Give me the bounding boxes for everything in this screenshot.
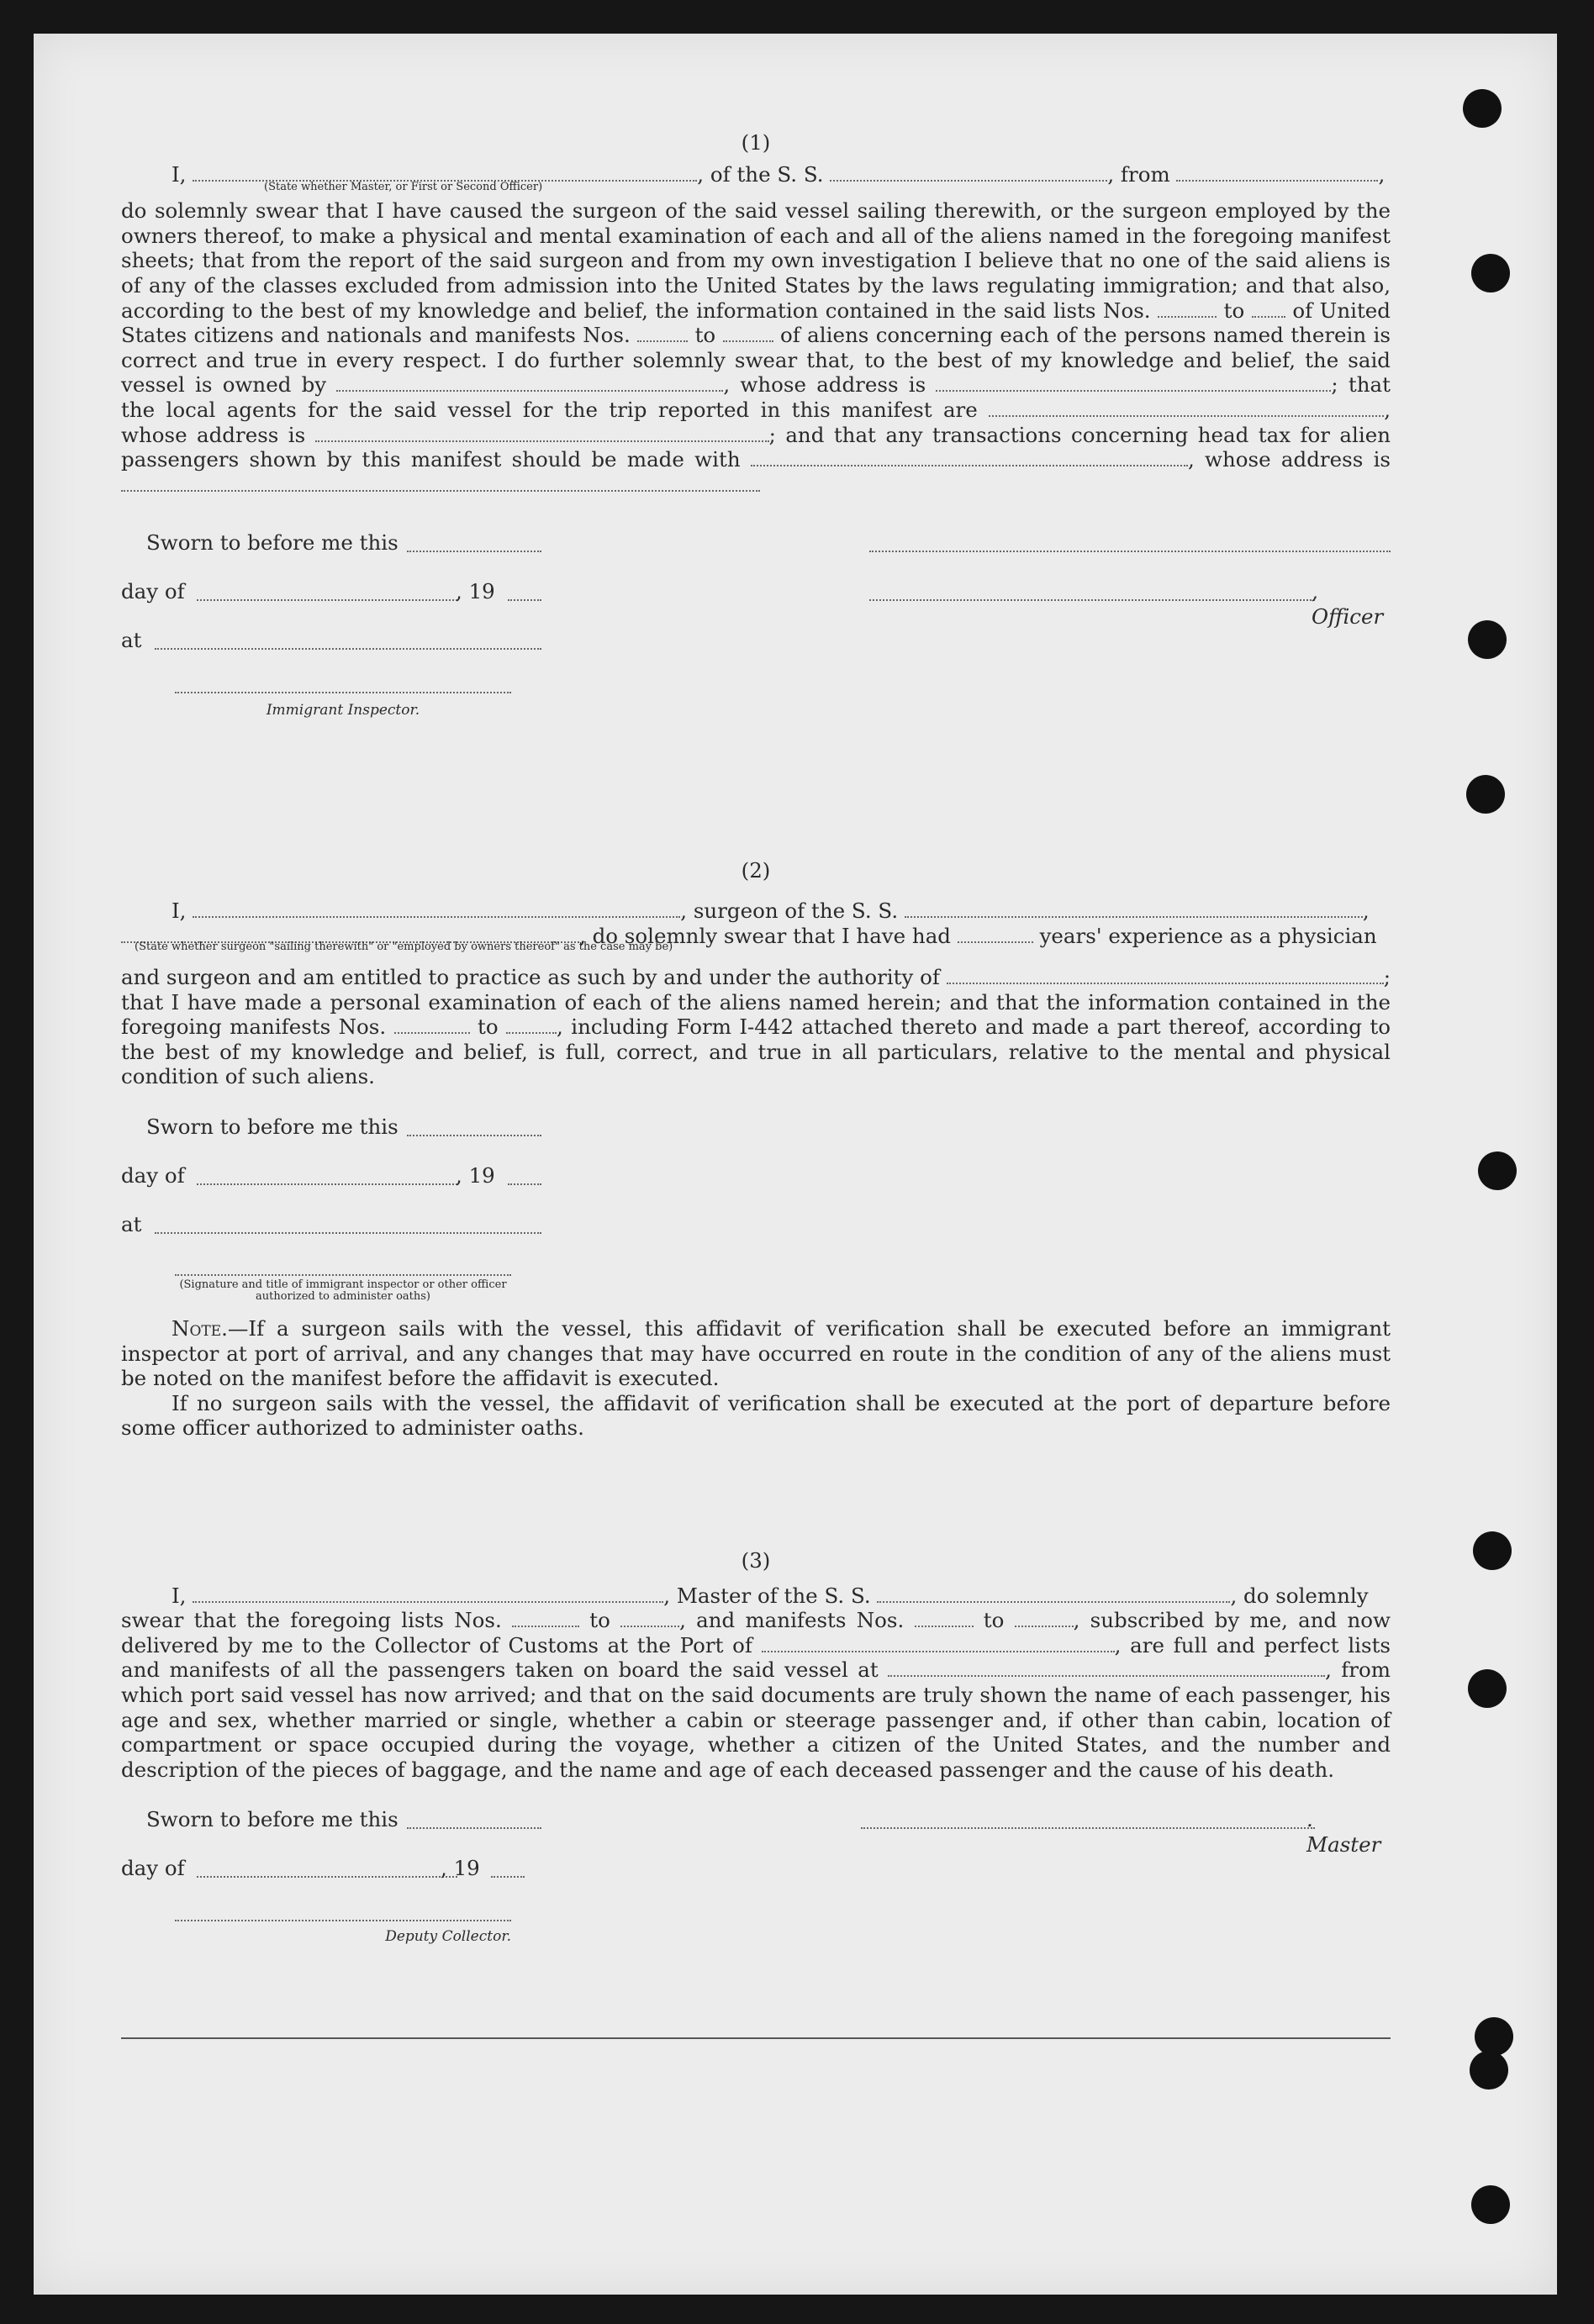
- affidavit-text: (1) I, , of the S. S. , from , (State whether Master, or First or Second Officer) do solemnly swear that I have caused the surgeon of the said vessel sailing therewith, or the surgeon employed by the owners thereof, to make a physical and mental examination of each and all of the aliens named in the foregoing manifest sheets; that from the report of the said surgeon and from my own investigation I believe that no one of the said aliens is of any of the classes excluded from admission into the United States by the laws regulating immigration; and that also, according to the best of my knowledge and belief, the information contained in the said lists Nos. to of United States citizens and nationals and manifests Nos. to of aliens concerning each of the persons named therein is correct and true in every respect. I do further solemnly swear that, to the best of my knowledge and belief, the said vessel is owned by , whose address is ; that the local agents for the said vessel for the trip reported in this manifest are , whose address is ; and that any transactions concerning head tax for alien passengers shown by this manifest should be made with , whose address is Sworn to before me this day of , 19 at , Officer Immigrant Inspector. (2) I, , surgeon of the S. S. , , do solemnly swear that I have had years' experience as a physician (State whether surgeon "sailing therewith" or "employed by owners thereof" as the case may be) and surgeon and am entitled to practice as such by and under the authority of ; that I have made a personal examination of each of the aliens named herein; and that the information contained in the foregoing manifests Nos. to , including Form I-442 attached thereto and made a part thereof, according to the best of my knowledge and belief, is full, correct, and true in all particulars, relative to the mental and physical condition of such aliens. Sworn to before me this day of , 19 at (Signature and title of immigrant inspector or other officer authorized to administer oaths) Note.—If a surgeon sails with the vessel, this affidavit of verification shall be executed before an immigrant inspector at port of arrival, and any changes that may have occurred en route in the condition of any of the aliens must be noted on the manifest before the affidavit is executed. If no surgeon sails with the vessel, the affidavit of verification shall be executed at the port of departure before some officer authorized to administer oaths. (3) I, , Master of the S. S. , do solemnly swear that the foregoing lists Nos. to , and manifests Nos. to , subscribed by me, and now delivered by me to the Collector of Customs at the Port of , are full and perfect lists and manifests of all the passengers taken on board the said vessel at , from which port said vessel has now arrived; and that on the said documents are truly shown the name of each passenger, his age and sex, whether married or single, whether a cabin or steerage passenger and, if other than cabin, location of compartment or space occupied during the voyage, whether a citizen of the United States, and the number and description of the pieces of baggage, and the name and age of each deceased passenger and the cause of his death. Sworn to before me this . Master day of , 19 Deputy Collector.: [121, 130, 1391, 1975]
- caption-surgeon: (State whether surgeon "sailing therewith" or "employed by owners thereof" as the case may be): [135, 941, 673, 954]
- note-paragraph: Note.—If a surgeon sails with the vessel, this affidavit of verification shall be executed before an immigrant inspector at port of arrival, and any changes that may have occurred en route in the condition of any of the aliens must be noted on the manifest before the affidavit is executed.: [121, 1316, 1391, 1391]
- section-2-sworn-block: Sworn to before me this day of , 19 at (Signature and title of immigrant inspector or other officer authorized to administer oaths): [121, 1115, 1391, 1316]
- punch-hole: [1473, 1531, 1512, 1570]
- authority-field: [947, 966, 1384, 984]
- caption-master: (State whether Master, or First or Second Officer): [264, 181, 543, 194]
- section-3-sworn-block: Sworn to before me this . Master day of , 19 Deputy Collector.: [121, 1807, 1381, 1946]
- punch-hole: [1463, 89, 1502, 128]
- head-tax-field: [751, 448, 1188, 466]
- taken-on-board-field: [888, 1658, 1325, 1677]
- master-name-field: [193, 163, 697, 182]
- punch-hole: [1471, 2185, 1510, 2224]
- vessel-name-field: [830, 163, 1107, 182]
- master3-name-field: [193, 1584, 663, 1603]
- section-1-intro: I, , of the S. S. , from ,: [172, 161, 1386, 187]
- punch-hole: [1471, 254, 1510, 292]
- section-3-number: (3): [741, 1548, 771, 1573]
- owner-address-field: [936, 373, 1331, 392]
- years-field: [958, 925, 1033, 943]
- punch-hole: [1478, 1151, 1517, 1190]
- agents-address-field: [315, 424, 769, 442]
- section-3-intro: I, , Master of the S. S. , do solemnly: [172, 1583, 1369, 1608]
- punch-hole: [1468, 620, 1507, 659]
- note-paragraph-2: If no surgeon sails with the vessel, the affidavit of verification shall be executed at the port of departure before some officer authorized to administer oaths.: [121, 1390, 1391, 1441]
- section-2-intro: I, , surgeon of the S. S. ,: [172, 898, 1370, 923]
- section-1-number: (1): [741, 130, 771, 155]
- section-2-number: (2): [741, 858, 771, 883]
- section-2-body: and surgeon and am entitled to practice as such by and under the authority of ; that I have made a personal examination of each of the aliens named herein; and that the information contained in the foregoing manifests Nos. to , including Form I-442 attached thereto and made a part thereof, according to the best of my knowledge and belief, is full, correct, and true in all particulars, relative to the mental and physical condition of such aliens.: [121, 965, 1391, 1089]
- master3-vessel-field: [877, 1584, 1230, 1603]
- punch-hole: [1468, 1669, 1507, 1708]
- port-field: [762, 1634, 1115, 1652]
- punch-hole: [1475, 2017, 1513, 2056]
- bottom-rule: [121, 2037, 1391, 2039]
- section-3-body: swear that the foregoing lists Nos. to , and manifests Nos. to , subscribed by me, and now delivered by me to the Collector of Customs at the Port of , are full and perfect lists and manifests of all the passengers taken on board the said vessel at , from which port said vessel has now arrived; and that on the said documents are truly shown the name of each passenger, his age and sex, whether married or single, whether a cabin or steerage passenger and, if other than cabin, location of compartment or space occupied during the voyage, whether a citizen of the United States, and the number and description of the pieces of baggage, and the name and age of each deceased passenger and the cause of his death.: [121, 1608, 1391, 1782]
- owner-field: [336, 373, 723, 392]
- section-1-body: do solemnly swear that I have caused the surgeon of the said vessel sailing therewith, or the surgeon employed by the owners thereof, to make a physical and mental examination of each and all of the aliens named in the foregoing manifest sheets; that from the report of the said surgeon and from my own investigation I believe that no one of the said aliens is of any of the classes excluded from admission into the United States by the laws regulating immigration; and that also, according to the best of my knowledge and belief, the information contained in the said lists Nos. to of United States citizens and nationals and manifests Nos. to of aliens concerning each of the persons named therein is correct and true in every respect. I do further solemnly swear that, to the best of my knowledge and belief, the said vessel is owned by , whose address is ; that the local agents for the said vessel for the trip reported in this manifest are , whose address is ; and that any transactions concerning head tax for alien passengers shown by this manifest should be made with , whose address is: [121, 198, 1391, 497]
- punch-hole: [1466, 775, 1505, 814]
- section-1-sworn-block: Sworn to before me this day of , 19 at , Officer Immigrant Inspector.: [121, 530, 1391, 749]
- punch-hole: [1470, 2051, 1508, 2089]
- agents-field: [989, 398, 1384, 417]
- surgeon-vessel-field: [905, 899, 1363, 918]
- from-port-field: [1176, 163, 1378, 182]
- surgeon-name-field: [193, 899, 680, 918]
